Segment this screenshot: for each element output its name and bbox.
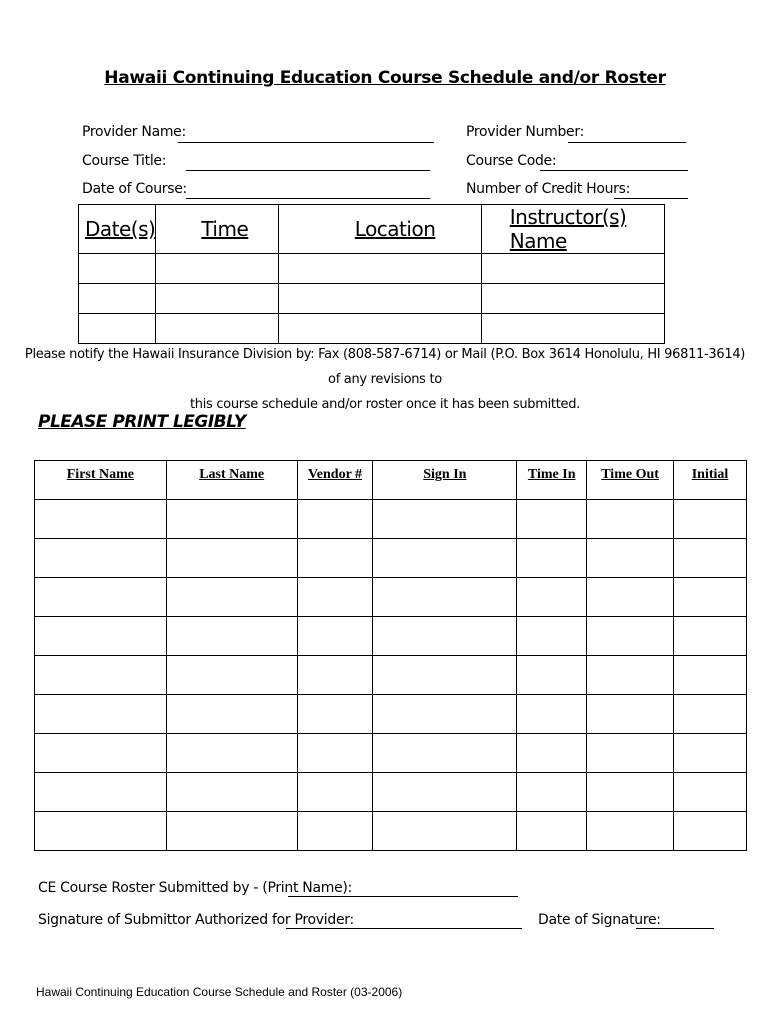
revision-notice <box>20 342 750 417</box>
schedule-row <box>79 254 665 284</box>
roster-cell[interactable] <box>166 734 297 773</box>
roster-cell[interactable] <box>517 734 587 773</box>
roster-header-sign-in: Sign In <box>373 461 517 500</box>
roster-cell[interactable] <box>587 500 674 539</box>
roster-cell[interactable] <box>297 695 373 734</box>
roster-cell[interactable] <box>373 695 517 734</box>
roster-header-time-out: Time Out <box>587 461 674 500</box>
roster-row <box>35 578 747 617</box>
schedule-table <box>78 204 665 344</box>
roster-cell[interactable] <box>297 500 373 539</box>
roster-cell[interactable] <box>35 578 167 617</box>
roster-header-first-name: First Name <box>35 461 167 500</box>
schedule-header-instructor: Instructor(s) Name <box>481 205 664 254</box>
roster-cell[interactable] <box>674 695 747 734</box>
revision-notice-line-1: Please notify the Hawaii Insurance Division by: Fax (808-587-6714) or Mail (P.O. Box 3614 Honolulu, HI 96811-3614) of any revisions to <box>24 347 746 387</box>
roster-cell[interactable] <box>674 812 747 851</box>
roster-cell[interactable] <box>517 773 587 812</box>
roster-cell[interactable] <box>517 812 587 851</box>
signature-field[interactable] <box>286 928 522 929</box>
provider-name-field[interactable] <box>178 142 434 143</box>
roster-row <box>35 656 747 695</box>
roster-cell[interactable] <box>674 656 747 695</box>
roster-header-time-in: Time In <box>517 461 587 500</box>
roster-cell[interactable] <box>35 656 167 695</box>
roster-cell[interactable] <box>297 539 373 578</box>
schedule-cell[interactable] <box>278 314 481 344</box>
roster-cell[interactable] <box>373 539 517 578</box>
schedule-header-dates: Date(s) <box>79 205 156 254</box>
roster-cell[interactable] <box>587 773 674 812</box>
schedule-cell[interactable] <box>481 254 664 284</box>
roster-cell[interactable] <box>517 695 587 734</box>
schedule-cell[interactable] <box>156 254 278 284</box>
submitted-by-field[interactable] <box>288 896 518 897</box>
roster-cell[interactable] <box>674 617 747 656</box>
schedule-cell[interactable] <box>481 314 664 344</box>
date-of-signature-label: Date of Signature: <box>538 912 661 928</box>
roster-row <box>35 617 747 656</box>
roster-cell[interactable] <box>166 773 297 812</box>
roster-cell[interactable] <box>35 695 167 734</box>
schedule-cell[interactable] <box>79 314 156 344</box>
schedule-header-time: Time <box>156 205 278 254</box>
course-code-field[interactable] <box>540 170 688 171</box>
roster-cell[interactable] <box>166 695 297 734</box>
roster-cell[interactable] <box>587 812 674 851</box>
roster-cell[interactable] <box>297 578 373 617</box>
roster-cell[interactable] <box>674 500 747 539</box>
roster-cell[interactable] <box>587 695 674 734</box>
roster-cell[interactable] <box>35 539 167 578</box>
signature-label: Signature of Submittor Authorized for Provider: <box>38 912 354 928</box>
roster-header-row <box>35 461 747 500</box>
credit-hours-label: Number of Credit Hours: <box>466 181 631 197</box>
roster-cell[interactable] <box>587 617 674 656</box>
roster-cell[interactable] <box>166 539 297 578</box>
revision-notice-line-2: this course schedule and/or roster once it has been submitted. <box>189 397 581 412</box>
roster-cell[interactable] <box>166 617 297 656</box>
course-title-label: Course Title: <box>82 153 167 169</box>
roster-row <box>35 812 747 851</box>
roster-cell[interactable] <box>517 578 587 617</box>
roster-row <box>35 539 747 578</box>
roster-header-last-name: Last Name <box>166 461 297 500</box>
roster-cell[interactable] <box>35 812 167 851</box>
roster-cell[interactable] <box>166 812 297 851</box>
roster-cell[interactable] <box>166 656 297 695</box>
date-of-course-label: Date of Course: <box>82 181 187 197</box>
roster-row <box>35 773 747 812</box>
roster-cell[interactable] <box>35 617 167 656</box>
roster-cell[interactable] <box>297 656 373 695</box>
schedule-cell[interactable] <box>156 284 278 314</box>
roster-row <box>35 734 747 773</box>
roster-cell[interactable] <box>297 773 373 812</box>
roster-cell[interactable] <box>35 734 167 773</box>
form-footer: Hawaii Continuing Education Course Schedule and Roster (03-2006) <box>36 985 403 999</box>
roster-cell[interactable] <box>373 656 517 695</box>
schedule-row <box>79 284 665 314</box>
schedule-header-location: Location <box>278 205 481 254</box>
roster-header-vendor: Vendor # <box>297 461 373 500</box>
date-of-course-field[interactable] <box>186 198 430 199</box>
roster-cell[interactable] <box>373 773 517 812</box>
schedule-cell[interactable] <box>481 284 664 314</box>
roster-cell[interactable] <box>373 734 517 773</box>
provider-name-label: Provider Name: <box>82 124 186 140</box>
roster-cell[interactable] <box>517 500 587 539</box>
roster-row <box>35 500 747 539</box>
course-code-label: Course Code: <box>466 153 557 169</box>
roster-cell[interactable] <box>587 539 674 578</box>
roster-cell[interactable] <box>674 578 747 617</box>
roster-cell[interactable] <box>587 578 674 617</box>
roster-cell[interactable] <box>373 578 517 617</box>
roster-cell[interactable] <box>674 773 747 812</box>
schedule-cell[interactable] <box>278 284 481 314</box>
roster-cell[interactable] <box>587 656 674 695</box>
roster-cell[interactable] <box>297 812 373 851</box>
schedule-cell[interactable] <box>79 284 156 314</box>
roster-cell[interactable] <box>35 500 167 539</box>
schedule-cell[interactable] <box>278 254 481 284</box>
schedule-cell[interactable] <box>156 314 278 344</box>
provider-number-field[interactable] <box>568 142 686 143</box>
roster-cell[interactable] <box>166 500 297 539</box>
form-title: Hawaii Continuing Education Course Schedule and/or Roster <box>104 68 666 88</box>
schedule-row <box>79 314 665 344</box>
course-title-field[interactable] <box>186 170 430 171</box>
roster-cell[interactable] <box>297 617 373 656</box>
submitted-by-label: CE Course Roster Submitted by - (Print Name): <box>38 880 352 896</box>
roster-cell[interactable] <box>587 734 674 773</box>
roster-cell[interactable] <box>517 617 587 656</box>
date-of-signature-field[interactable] <box>636 928 714 929</box>
schedule-header-row <box>79 205 665 254</box>
roster-header-initial: Initial <box>674 461 747 500</box>
roster-cell[interactable] <box>517 656 587 695</box>
credit-hours-field[interactable] <box>614 198 688 199</box>
roster-cell[interactable] <box>674 734 747 773</box>
roster-cell[interactable] <box>35 773 167 812</box>
print-legibly-heading: PLEASE PRINT LEGIBLY <box>38 412 246 432</box>
roster-cell[interactable] <box>297 734 373 773</box>
schedule-cell[interactable] <box>79 254 156 284</box>
roster-cell[interactable] <box>373 812 517 851</box>
roster-cell[interactable] <box>166 578 297 617</box>
roster-cell[interactable] <box>674 539 747 578</box>
roster-cell[interactable] <box>373 500 517 539</box>
roster-cell[interactable] <box>373 617 517 656</box>
roster-cell[interactable] <box>517 539 587 578</box>
roster-table <box>34 460 747 851</box>
roster-row <box>35 695 747 734</box>
provider-number-label: Provider Number: <box>466 124 585 140</box>
